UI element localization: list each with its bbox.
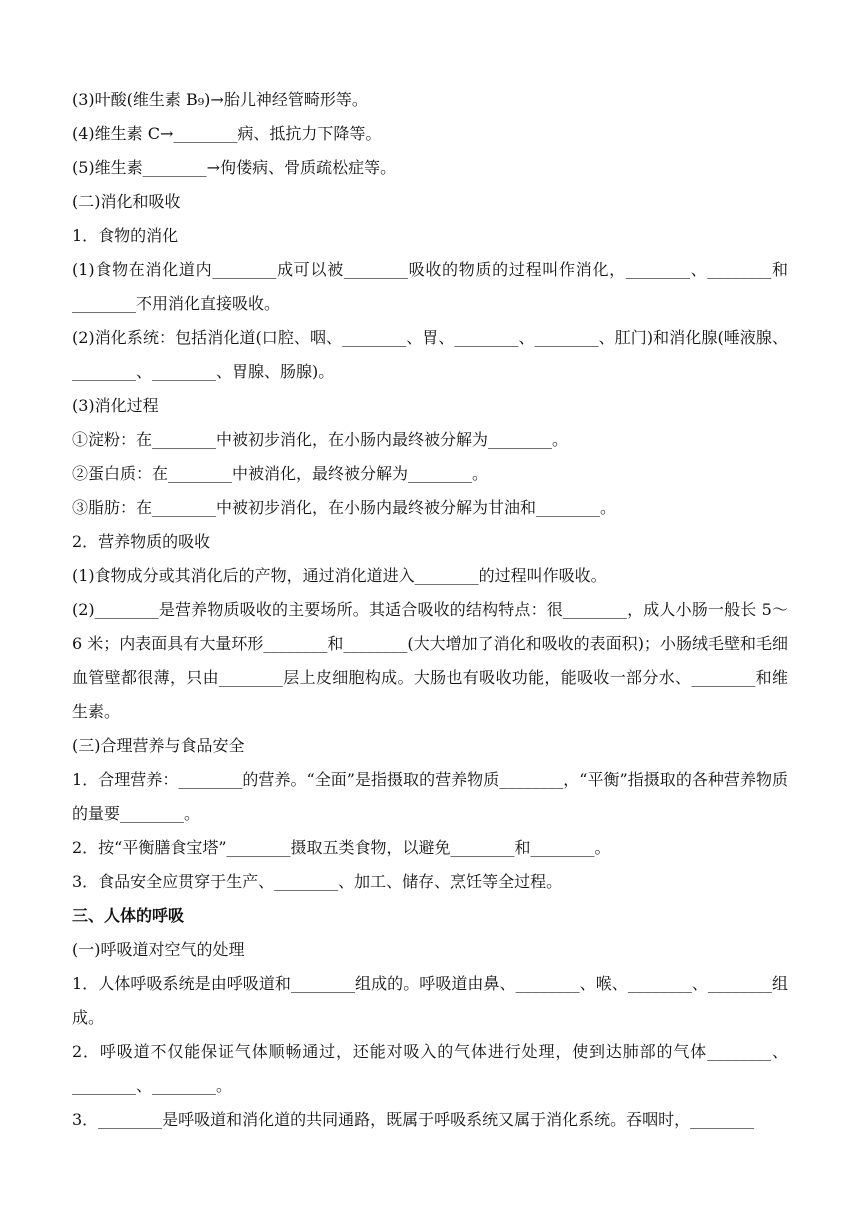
subsection-digestion-absorption: (二)消化和吸收 (72, 192, 181, 211)
item-protein: ②蛋白质：在________中被消化，最终被分解为________。 (72, 464, 489, 483)
item-starch: ①淀粉：在________中被初步消化，在小肠内最终被分解为________。 (72, 430, 569, 449)
paragraph-balanced-nutrition: 1．合理营养：________的营养。“全面”是指摄取的营养物质________，“平衡”指摄取的各种营养物质的量要________。 (72, 770, 788, 823)
subsection-airway-processing: (一)呼吸道对空气的处理 (72, 940, 245, 959)
item-food-safety: 3．食品安全应贯穿于生产、________、加工、储存、烹饪等全过程。 (72, 872, 563, 891)
item-fat: ③脂肪：在________中被初步消化，在小肠内最终被分解为甘油和________。 (72, 498, 617, 517)
section-heading-respiration: 三、人体的呼吸 (72, 906, 185, 925)
item-pharynx: 3．________是呼吸道和消化道的共同通路，既属于呼吸系统又属于消化系统。吞咽时，________ (72, 1110, 755, 1129)
item-absorption-definition: (1)食物成分或其消化后的产物，通过消化道进入________的过程叫作吸收。 (72, 566, 607, 585)
paragraph-digestion-definition: (1)食物在消化道内________成可以被________吸收的物质的过程叫作消化，________、________和________不用消化直接吸收。 (72, 260, 788, 313)
paragraph-small-intestine: (2)________是营养物质吸收的主要场所。其适合吸收的结构特点：很________，成人小肠一般长 5～6 米；内表面具有大量环形________和________(大大增加了消化和吸收的表面积)；小肠绒毛壁和毛细血管壁都很薄，只由________层上皮细胞构成。大肠也有吸收功能，能吸收一部分水、________和维生素。 (72, 600, 788, 721)
topic-nutrient-absorption: 2．营养物质的吸收 (72, 532, 211, 551)
paragraph-respiratory-system: 1．人体呼吸系统是由呼吸道和________组成的。呼吸道由鼻、________、喉、________、________组成。 (72, 974, 788, 1027)
subsection-nutrition-safety: (三)合理营养与食品安全 (72, 736, 245, 755)
item-food-pyramid: 2．按“平衡膳食宝塔”________摄取五类食物，以避免________和________。 (72, 838, 611, 857)
paragraph-airway-function: 2．呼吸道不仅能保证气体顺畅通过，还能对吸入的气体进行处理，使到达肺部的气体________、________、________。 (72, 1042, 788, 1095)
item-folic-acid: (3)叶酸(维生素 B₉)→胎儿神经管畸形等。 (72, 90, 368, 109)
item-vitamin-d: (5)维生素________→佝偻病、骨质疏松症等。 (72, 158, 397, 177)
paragraph-digestive-system: (2)消化系统：包括消化道(口腔、咽、________、胃、________、________、肛门)和消化腺(唾液腺、________、________、胃腺、肠腺)。 (72, 328, 788, 381)
topic-food-digestion: 1．食物的消化 (72, 226, 179, 245)
topic-digestion-process: (3)消化过程 (72, 396, 159, 415)
document-body (72, 83, 788, 1137)
item-vitamin-c: (4)维生素 C→________病、抵抗力下降等。 (72, 124, 382, 143)
